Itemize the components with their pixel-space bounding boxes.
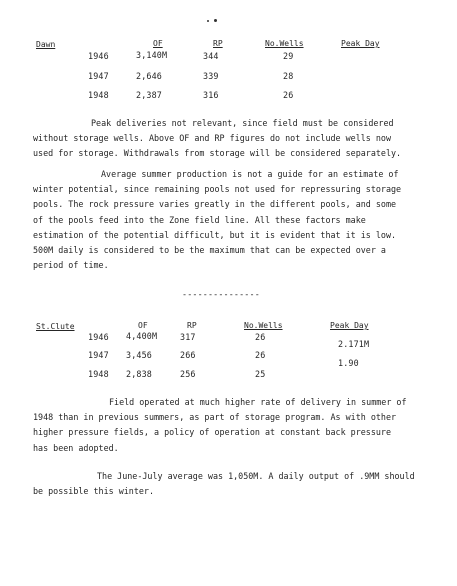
text-line: 1948 than in previous summers, as part of storage program. As with other	[33, 412, 397, 423]
stray-mark	[214, 19, 217, 22]
year-cell: 1946	[88, 332, 109, 342]
peak-day-cell: 2.171M	[338, 339, 370, 349]
paragraph	[33, 167, 433, 273]
year-cell: 1946	[88, 51, 109, 61]
column-header-of: OF	[153, 39, 163, 48]
wells-cell: 26	[255, 332, 266, 342]
year-cell: 1948	[88, 90, 109, 100]
field-name: St.Clute	[36, 322, 75, 331]
section-divider: ---------------	[182, 289, 260, 299]
text-line: used for storage. Withdrawals from storage will be considered separately.	[33, 148, 402, 159]
column-header-rp: RP	[187, 321, 197, 330]
year-cell: 1948	[88, 369, 109, 379]
text-line: pools. The rock pressure varies greatly in the different pools, and some	[33, 199, 397, 210]
text-line: 500M daily is considered to be the maximum that can be expected over a	[33, 245, 386, 256]
wells-cell: 26	[255, 350, 266, 360]
of-cell: 4,400M	[126, 331, 158, 341]
rp-cell: 316	[203, 90, 219, 100]
of-cell: 2,387	[136, 90, 162, 100]
column-header-wells: No.Wells	[244, 321, 283, 330]
of-cell: 3,456	[126, 350, 152, 360]
text-line: of the pools feed into the Zone field line. All these factors make	[33, 214, 366, 225]
wells-cell: 29	[283, 51, 294, 61]
text-line: without storage wells. Above OF and RP figures do not include wells now	[33, 133, 391, 144]
column-header-peak-day: Peak Day	[330, 321, 369, 330]
year-cell: 1947	[88, 350, 109, 360]
column-header-rp: RP	[213, 39, 223, 48]
field-name: Dawn	[36, 40, 56, 49]
rp-cell: 317	[180, 332, 196, 342]
paragraph	[33, 469, 433, 499]
column-header-peak-day: Peak Day	[341, 39, 380, 48]
text-line: winter potential, since remaining pools not used for repressuring storage	[33, 184, 402, 195]
text-line: has been adopted.	[33, 442, 119, 453]
of-cell: 2,646	[136, 71, 162, 81]
text-line: higher pressure fields, a policy of operation at constant back pressure	[33, 427, 391, 438]
paragraph	[33, 395, 433, 456]
stray-mark	[207, 20, 209, 22]
rp-cell: 344	[203, 51, 219, 61]
wells-cell: 28	[283, 71, 294, 81]
text-line: estimation of the potential difficult, but it is evident that it is low.	[33, 229, 397, 240]
text-line: be possible this winter.	[33, 486, 155, 497]
rp-cell: 256	[180, 369, 196, 379]
peak-day-cell: 1.90	[338, 358, 359, 368]
wells-cell: 26	[283, 90, 294, 100]
column-header-wells: No.Wells	[265, 39, 304, 48]
text-line: Peak deliveries not relevant, since field must be considered	[91, 118, 394, 128]
paragraph	[33, 116, 433, 162]
column-header-of: OF	[138, 321, 148, 330]
of-cell: 2,838	[126, 369, 152, 379]
wells-cell: 25	[255, 369, 266, 379]
rp-cell: 339	[203, 71, 219, 81]
text-line: Average summer production is not a guide for an estimate of	[101, 169, 399, 179]
text-line: period of time.	[33, 260, 109, 271]
year-cell: 1947	[88, 71, 109, 81]
rp-cell: 266	[180, 350, 196, 360]
text-line: The June-July average was 1,050M. A daily output of .9MM should	[97, 471, 415, 481]
of-cell: 3,140M	[136, 50, 168, 60]
text-line: Field operated at much higher rate of delivery in summer of	[109, 397, 407, 407]
